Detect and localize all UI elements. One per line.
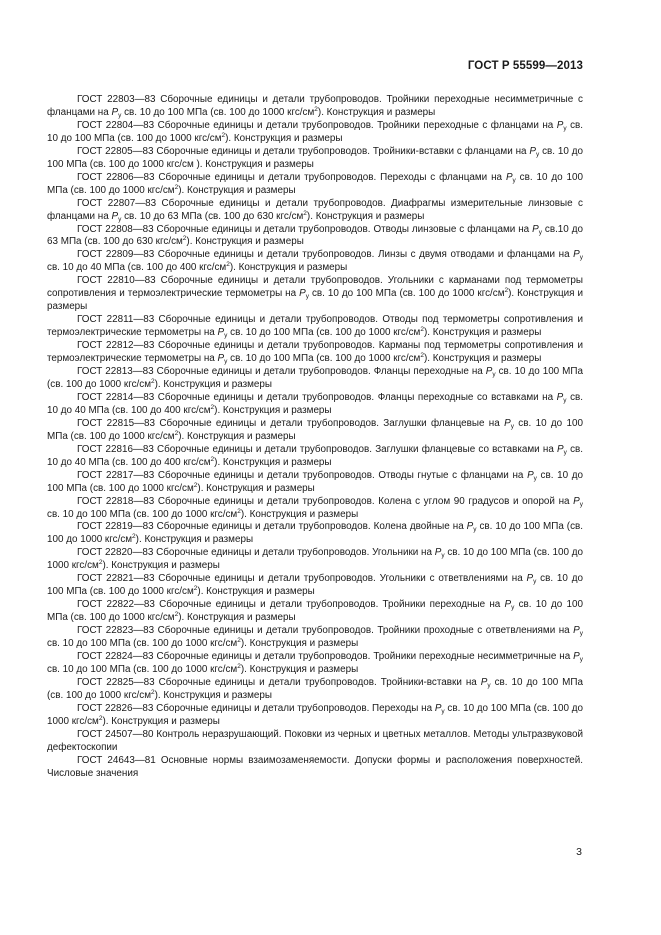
reference-entry: ГОСТ 24507—80 Контроль неразрушающий. Поковки из черных и цветных металлов. Методы ультразвуковой дефектоскопии (47, 728, 583, 753)
reference-entry: ГОСТ 22808—83 Сборочные единицы и детали трубопроводов. Отводы линзовые с фланцами на $P_y$ св.10 до 63 МПа (св. 100 до 630 кгс/$см^2$). Конструкция и размеры (47, 223, 583, 248)
page-number: 3 (576, 846, 582, 858)
reference-entry: ГОСТ 22807—83 Сборочные единицы и детали трубопроводов. Диафрагмы измерительные линзовые с фланцами на $P_y$ св. 10 до 63 МПа (св. 100 до 630 кгс/$см^2$). Конструкция и размеры (47, 197, 583, 223)
reference-entry: ГОСТ 24643—81 Основные нормы взаимозаменяемости. Допуски формы и расположения поверхностей. Числовые значения (47, 754, 583, 779)
reference-entry: ГОСТ 22815—83 Сборочные единицы и детали трубопроводов. Заглушки фланцевые на $P_y$ св. 10 до 100 МПа (св. 100 до 1000 кгс/$см^2$). Конструкция и размеры (47, 417, 584, 442)
reference-entry: ГОСТ 22810—83 Сборочные единицы и детали трубопроводов. Угольники с карманами под термометры сопротивления и термоэлектрические термометры на $P_y$ св. 10 до 100 МПа (св. 100 до 1000 кгс/$см^2$). Конструкция и размеры (47, 275, 583, 313)
reference-entry: ГОСТ 22821—83 Сборочные единицы и детали трубопроводов. Угольники с ответвлениями на $P_y$ св. 10 до 100 МПа (св. 100 до 1000 кгс/$см^2$). Конструкция и размеры (47, 573, 583, 598)
reference-entry: ГОСТ 22813—83 Сборочные единицы и детали трубопроводов. Фланцы переходные на $P_y$ св. 10 до 100 МПа (св. 100 до 1000 кгс/$см^2$). Конструкция и размеры (47, 366, 583, 390)
reference-entry: ГОСТ 22822—83 Сборочные единицы и детали трубопроводов. Тройники переходные на $P_y$ св. 10 до 100 МПа (св. 100 до 1000 кгс/$см^2$). Конструкция и размеры (47, 599, 583, 624)
reference-entry: ГОСТ 22819—83 Сборочные единицы и детали трубопроводов. Колена двойные на $P_y$ св. 10 до 100 МПа (св. 100 до 1000 кгс/$см^2$). Конструкция и размеры (47, 521, 584, 546)
reference-entry: ГОСТ 22825—83 Сборочные единицы и детали трубопроводов. Тройники-вставки на $P_y$ св. 10 до 100 МПа (св. 100 до 1000 кгс/$см^2$). Конструкция и размеры (47, 676, 583, 701)
reference-entry: ГОСТ 22818—83 Сборочные единицы и детали трубопроводов. Колена с углом 90 градусов и опорой на $P_y$ св. 10 до 100 МПа (св. 100 до 1000 кгс/$см^2$). Конструкция и размеры (47, 495, 583, 520)
reference-entry: ГОСТ 22812—83 Сборочные единицы и детали трубопроводов. Карманы под термометры сопротивления и термоэлектрические термометры на $P_y$ св. 10 до 100 МПа (св. 100 до 1000 кгс/$см^2$). Конструкция и размеры (47, 340, 583, 366)
reference-entry: ГОСТ 22826—83 Сборочные единицы и детали трубопроводов. Переходы на $P_y$ св. 10 до 100 МПа (св. 100 до 1000 кгс/$см^2$). Конструкция и размеры (47, 702, 584, 727)
reference-entry: ГОСТ 22816—83 Сборочные единицы и детали трубопроводов. Заглушки фланцевые со вставками на $P_y$ св. 10 до 40 МПа (св. 100 до 400 кгс/$см^2$). Конструкция и размеры (47, 443, 583, 468)
reference-entry: ГОСТ 22820—83 Сборочные единицы и детали трубопроводов. Угольники на $P_y$ св. 10 до 100 МПа (св. 100 до 1000 кгс/$см^2$). Конструкция и размеры (47, 547, 583, 572)
reference-entry: ГОСТ 22811—83 Сборочные единицы и детали трубопроводов. Отводы под термометры сопротивления и термоэлектрические термометры на $P_y$ св. 10 до 100 МПа (св. 100 до 1000 кгс/$см^2$). Конструкция и размеры (47, 314, 583, 340)
reference-entry: ГОСТ 22804—83 Сборочные единицы и детали трубопроводов. Тройники переходные с фланцами на $P_y$ св. 10 до 100 МПа (св. 100 до 1000 кгс/$см^2$). Конструкция и размеры (47, 119, 584, 144)
reference-entry: ГОСТ 22814—83 Сборочные единицы и детали трубопроводов. Фланцы переходные со вставками на $P_y$ св. 10 до 40 МПа (св. 100 до 400 кгс/$см^2$). Конструкция и размеры (47, 391, 583, 416)
standard-header: ГОСТ Р 55599—2013 (467, 60, 583, 72)
reference-entry: ГОСТ 22803—83 Сборочные единицы и детали трубопроводов. Тройники переходные несимметричные с фланцами на $P_y$ св. 10 до 100 МПа (св. 100 до 1000 кгс/$см^2$). Конструкция и размеры (47, 94, 583, 119)
reference-entry: ГОСТ 22805—83 Сборочные единицы и детали трубопроводов. Тройники-вставки с фланцами на $P_y$ св. 10 до 100 МПа (св. 100 до 1000 кгс/см ). Конструкция и размеры (47, 145, 583, 170)
reference-entry: ГОСТ 22809—83 Сборочные единицы и детали трубопроводов. Линзы с двумя отводами и фланцами на $P_y$ св. 10 до 40 МПа (св. 100 до 400 кгс/$см^2$). Конструкция и размеры (47, 249, 583, 274)
reference-list (47, 94, 583, 781)
reference-entry: ГОСТ 22824—83 Сборочные единицы и детали трубопроводов. Тройники переходные несимметричные на $P_y$ св. 10 до 100 МПа (св. 100 до 1000 кгс/$см^2$). Конструкция и размеры (47, 650, 583, 675)
reference-entry: ГОСТ 22806—83 Сборочные единицы и детали трубопроводов. Переходы с фланцами на $P_y$ св. 10 до 100 МПа (св. 100 до 1000 кгс/$см^2$). Конструкция и размеры (47, 171, 583, 196)
reference-entry: ГОСТ 22823—83 Сборочные единицы и детали трубопроводов. Тройники проходные с ответвлениями на $P_y$ св. 10 до 100 МПа (св. 100 до 1000 кгс/$см^2$). Конструкция и размеры (47, 625, 583, 650)
reference-entry: ГОСТ 22817—83 Сборочные единицы и детали трубопроводов. Отводы гнутые с фланцами на $P_y$ св. 10 до 100 МПа (св. 100 до 1000 кгс/$см^2$). Конструкция и размеры (47, 469, 583, 494)
